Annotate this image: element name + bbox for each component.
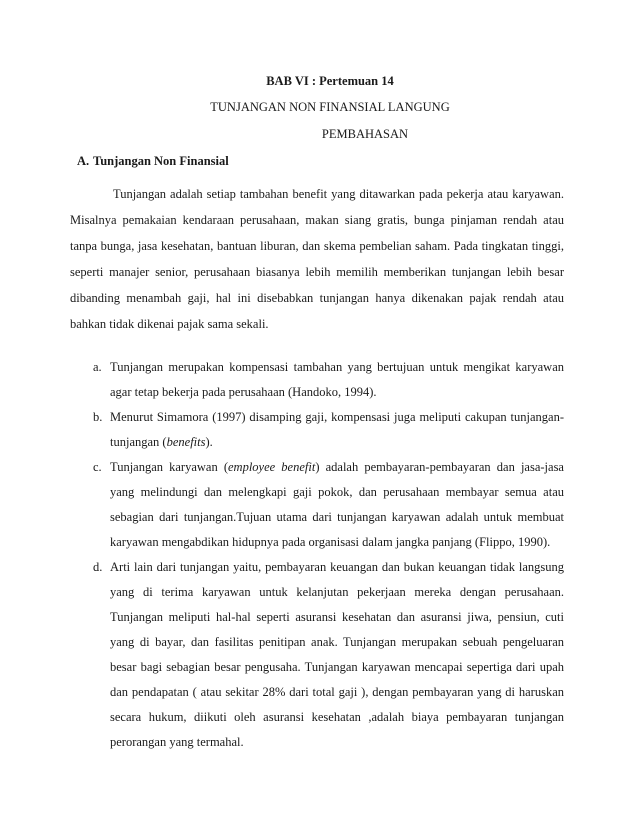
section-letter: A. (77, 154, 90, 168)
list-marker: a. (93, 360, 102, 374)
list-item-text: Tunjangan merupakan kompensasi tambahan yang bertujuan untuk mengikat karyawan agar tetap bekerja pada perusahaan (Handoko, 1994). (110, 360, 564, 399)
subtitle-heading: PEMBAHASAN (321, 127, 409, 141)
section-title: Tunjangan Non Finansial (93, 154, 229, 168)
list-item-text-end: ). (205, 435, 213, 449)
list-item-italic: benefits (166, 435, 206, 449)
list-marker: b. (93, 410, 103, 424)
list-item-italic: employee benefit (228, 460, 316, 474)
list-item-text: Tunjangan karyawan ( (110, 460, 228, 474)
list-item-text-end: ) adalah pembayaran-pembayaran dan jasa-jasa yang melindungi dan melengkapi gaji pokok, dan perusahaan membayar semua atau sebagian dari tunjangan.Tujuan utama dari tunjangan karyawan adalah untuk membuat karyawan mengabdikan hidupnya pada organisasi dalam jangka panjang (Flippo, 1990). (110, 460, 564, 549)
list-marker: d. (93, 560, 103, 574)
list-marker: c. (93, 460, 102, 474)
definition-list (70, 355, 564, 755)
chapter-heading: BAB VI : Pertemuan 14 (266, 74, 394, 88)
intro-paragraph: Tunjangan adalah setiap tambahan benefit yang ditawarkan pada pekerja atau karyawan. Misalnya pemakaian kendaraan perusahaan, makan siang gratis, bunga pinjaman rendah atau tanpa bunga, jasa kesehatan, bantuan liburan, dan skema pembelian saham. Pada tingkatan tinggi, seperti manajer senior, perusahaan biasanya lebih memilih memberikan tunjangan lebih besar dibanding menambah gaji, hal ini disebabkan tunjangan hanya dikenakan pajak rendah atau bahkan tidak dikenai pajak sama sekali. (70, 187, 564, 331)
topic-heading: TUNJANGAN NON FINANSIAL LANGUNG (210, 100, 450, 114)
list-item-text: Menurut Simamora (1997) disamping gaji, kompensasi juga meliputi cakupan tunjangan-tunjangan ( (110, 410, 564, 449)
list-item (70, 555, 564, 755)
list-item (70, 355, 564, 405)
list-item (70, 405, 564, 455)
list-item-text: Arti lain dari tunjangan yaitu, pembayaran keuangan dan bukan keuangan tidak langsung yang di terima karyawan untuk kelanjutan pekerjaan mereka dengan perusahaan. Tunjangan meliputi hal-hal seperti asuransi kesehatan dan asuransi jiwa, pensiun, cuti yang di bayar, dan fasilitas penitipan anak. Tunjangan merupakan sebuah pengeluaran besar bagi sebagian besar pengusaha. Tunjangan karyawan mencapai sepertiga dari upah dan pendapatan ( atau sekitar 28% dari total gaji ), dengan pembayaran yang di haruskan secara hukum, diikuti oleh asuransi kesehatan ,adalah biaya pembayaran tunjangan perorangan yang termahal. (110, 560, 564, 749)
list-item (70, 455, 564, 555)
